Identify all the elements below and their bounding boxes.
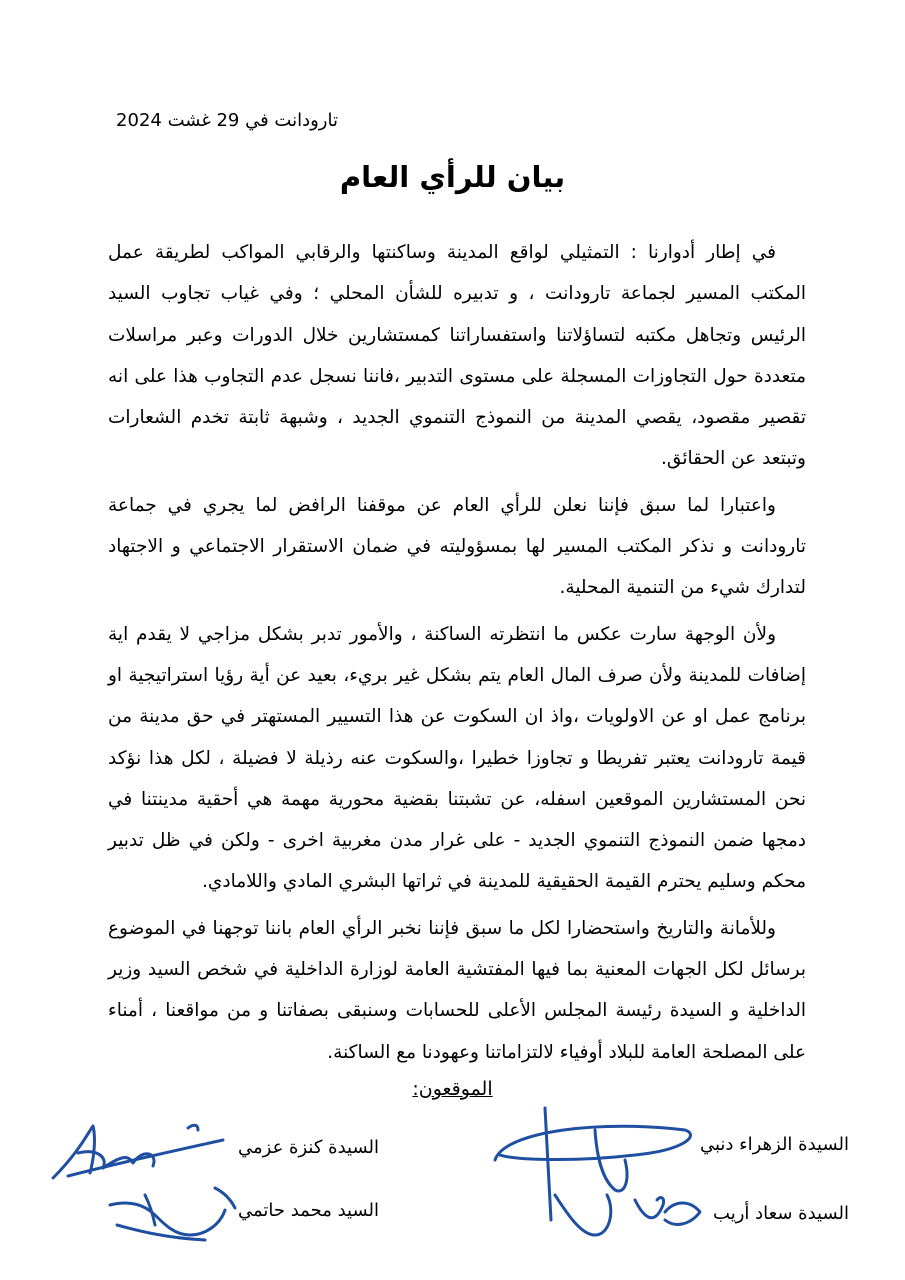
document-date: تارودانت في 29 غشت 2024	[116, 110, 338, 131]
paragraph-2: واعتبارا لما سبق فإننا نعلن للرأي العام عن موقفنا الرافض لما يجري في جماعة تارودانت و نذكر المكتب المسير لها بمسؤوليته في ضمان الاستقرار الاجتماعي و الاجتهاد لتدارك شيء من التنمية المحلية.	[108, 494, 806, 599]
signature-scribble-2	[48, 1118, 238, 1188]
paragraph-1: في إطار أدوارنا : التمثيلي لواقع المدينة وساكنتها والرقابي المواكب لطريقة عمل المكتب المسير لجماعة تارودانت ، و تدبيره للشأن المحلي ؛ وفي غياب تجاوب السيد الرئيس وتجاهل مكتبه لتساؤلاتنا واستفساراتنا كمستشارين خلال الدورات وعبر مراسلات متعددة حول التجاوزات المسجلة على مستوى التدبير ،فاننا نسجل عدم التجاوب هذا على انه تقصير مقصود، يقصي المدينة من النموذج التنموي الجديد ، وشبهة ثابتة تخدم الشعارات وتبتعد عن الحقائق.	[108, 242, 806, 470]
signatories-heading: الموقعون:	[412, 1078, 493, 1100]
signatory-name-2: السيدة كنزة عزمي	[238, 1137, 379, 1158]
signatory-name-3: السيدة سعاد أريب	[713, 1203, 849, 1224]
paragraph-4: وللأمانة والتاريخ واستحضارا لكل ما سبق فإننا نخبر الرأي العام باننا توجهنا في الموضوع برسائل لكل الجهات المعنية بما فيها المفتشية العامة لوزارة الداخلية في شخص السيد وزير الداخلية و السيدة رئيسة المجلس الأعلى للحسابات وسنبقى بصفاتنا و من مواقعنا ، أمناء على المصلحة العامة للبلاد أوفياء لالتزاماتنا وعهودنا مع الساكنة.	[108, 917, 806, 1063]
document-body	[108, 232, 806, 1073]
paragraph-3: ولأن الوجهة سارت عكس ما انتظرته الساكنة ، والأمور تدبر بشكل مزاجي لا يقدم اية إضافات للمدينة ولأن صرف المال العام يتم بشكل غير بريء، بعيد عن أية رؤيا استراتيجية او برنامج عمل او عن الاولويات ،واذ ان السكوت عن هذا التسيير المستهتر في حق مدينة من قيمة تارودانت يعتبر تفريطا و تجاوزا خطيرا ،والسكوت عنه رذيلة لا فضيلة ، لكل هذا نؤكد نحن المستشارين الموقعين اسفله، عن تشبتنا بقضية محورية مهمة هي أحقية مدينتنا في دمجها ضمن النموذج التنموي الجديد - على غرار مدن مغربية اخرى - ولكن في ظل تدبير محكم وسليم يحترم القيمة الحقيقية للمدينة في ثراتها البشري المادي واللامادي.	[108, 623, 806, 893]
document-title: بيان للرأي العام	[339, 160, 566, 194]
signature-scribble-3	[105, 1180, 245, 1250]
signatory-name-1: السيدة الزهراء دنبي	[699, 1134, 849, 1155]
signature-scribble-1	[485, 1100, 715, 1250]
signatory-name-4: السيد محمد حاتمي	[237, 1200, 379, 1221]
